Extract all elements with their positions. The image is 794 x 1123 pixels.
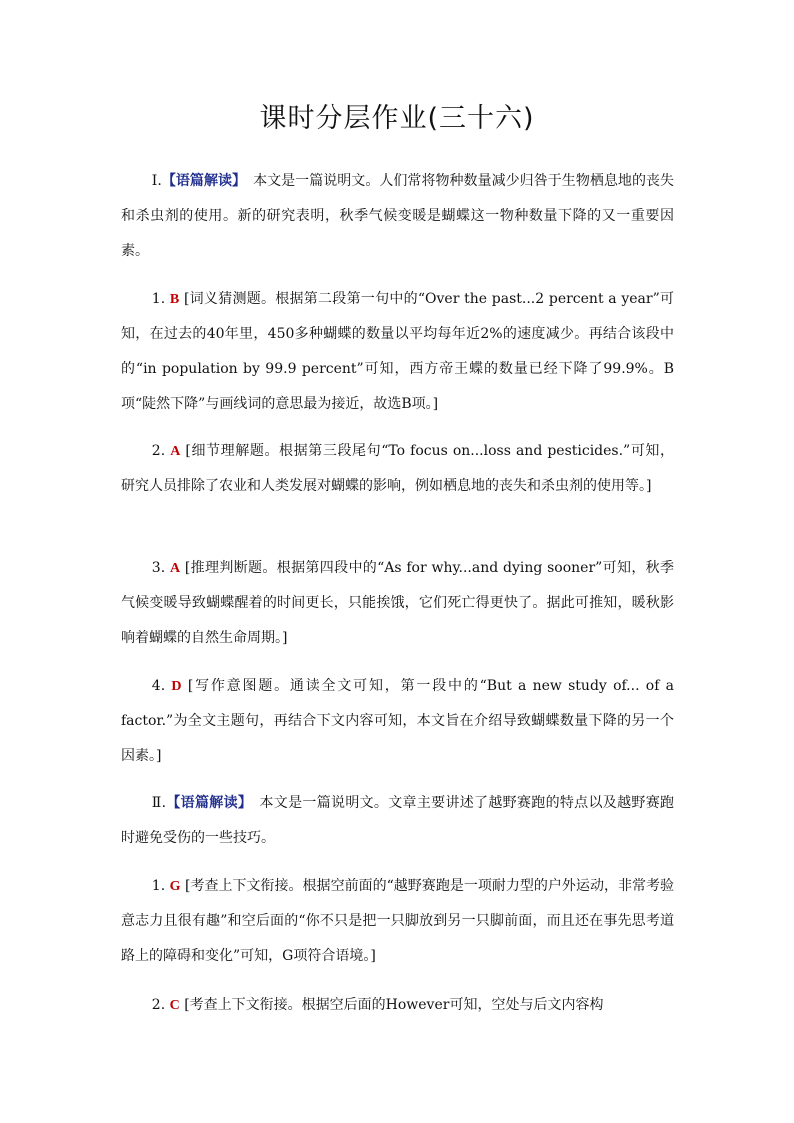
answer-letter: G [169, 879, 181, 894]
answer-item [121, 869, 674, 974]
item-number: 3. [151, 560, 166, 576]
item-number: 1. [151, 291, 166, 307]
section-tag: 【语篇解读】 [166, 795, 246, 811]
item-explanation: [细节理解题。根据第三段尾句“To focus on...loss and pesticides.”可知，研究人员排除了农业和人类发展对蝴蝶的影响，例如栖息地的丧失和杀虫剂的使用等。] [121, 443, 675, 494]
section-tag: 【语篇解读】 [161, 173, 240, 189]
answer-letter: C [169, 998, 180, 1013]
section-intro-text: 本文是一篇说明文。文章主要讲述了越野赛跑的特点以及越野赛跑时避免受伤的一些技巧。 [121, 795, 675, 846]
answer-item [121, 282, 674, 422]
section-numeral: Ⅱ. [151, 795, 167, 811]
answer-letter: B [169, 292, 180, 307]
page-title: 课时分层作业(三十六) [259, 103, 535, 134]
item-number: 4. [151, 678, 166, 694]
section-intro-text: 本文是一篇说明文。人们常将物种数量减少归咎于生物栖息地的丧失和杀虫剂的使用。新的研究表明，秋季气候变暖是蝴蝶这一物种数量下降的又一重要因素。 [121, 173, 675, 259]
section-numeral: Ⅰ. [151, 173, 162, 189]
answer-item [121, 551, 674, 656]
answer-letter: A [170, 444, 181, 459]
answer-letter: D [171, 679, 182, 694]
answer-item [121, 434, 674, 504]
item-number: 1. [151, 878, 166, 894]
item-explanation: [考查上下文衔接。根据空后面的However可知，空处与后文内容构 [184, 997, 604, 1013]
answer-item [121, 988, 674, 1023]
answer-letter: A [169, 561, 181, 576]
item-explanation: [考查上下文衔接。根据空前面的“越野赛跑是一项耐力型的户外运动，非常考验意志力且很有趣”和空后面的“你不只是把一只脚放到另一只脚前面，而且还在事先思考道路上的障碍和变化”可知，G项符合语境。] [121, 878, 675, 964]
item-explanation: [推理判断题。根据第四段中的“As for why...and dying sooner”可知，秋季气候变暖导致蝴蝶醒着的时间更长，只能挨饿，它们死亡得更快了。据此可推知，暖秋影响着蝴蝶的自然生命周期。] [121, 560, 675, 646]
item-number: 2. [151, 443, 166, 459]
item-number: 2. [151, 997, 166, 1013]
section-1-intro [121, 164, 674, 269]
section-2-intro [121, 786, 674, 856]
item-explanation: [写作意图题。通读全文可知，第一段中的“But a new study of... of a factor.”为全文主题句，再结合下文内容可知，本文旨在介绍导致蝴蝶数量下降的另一个因素。] [121, 678, 675, 764]
answer-item [121, 669, 674, 774]
item-explanation: [词义猜测题。根据第二段第一句中的“Over the past...2 percent a year”可知，在过去的40年里，450多种蝴蝶的数量以平均每年近2%的速度减少。再结合该段中的“in population by 99.9 percent”可知，西方帝王蝶的数量已经下降了99.9%。B项“陡然下降”与画线词的意思最为接近，故选B项。] [121, 291, 675, 412]
